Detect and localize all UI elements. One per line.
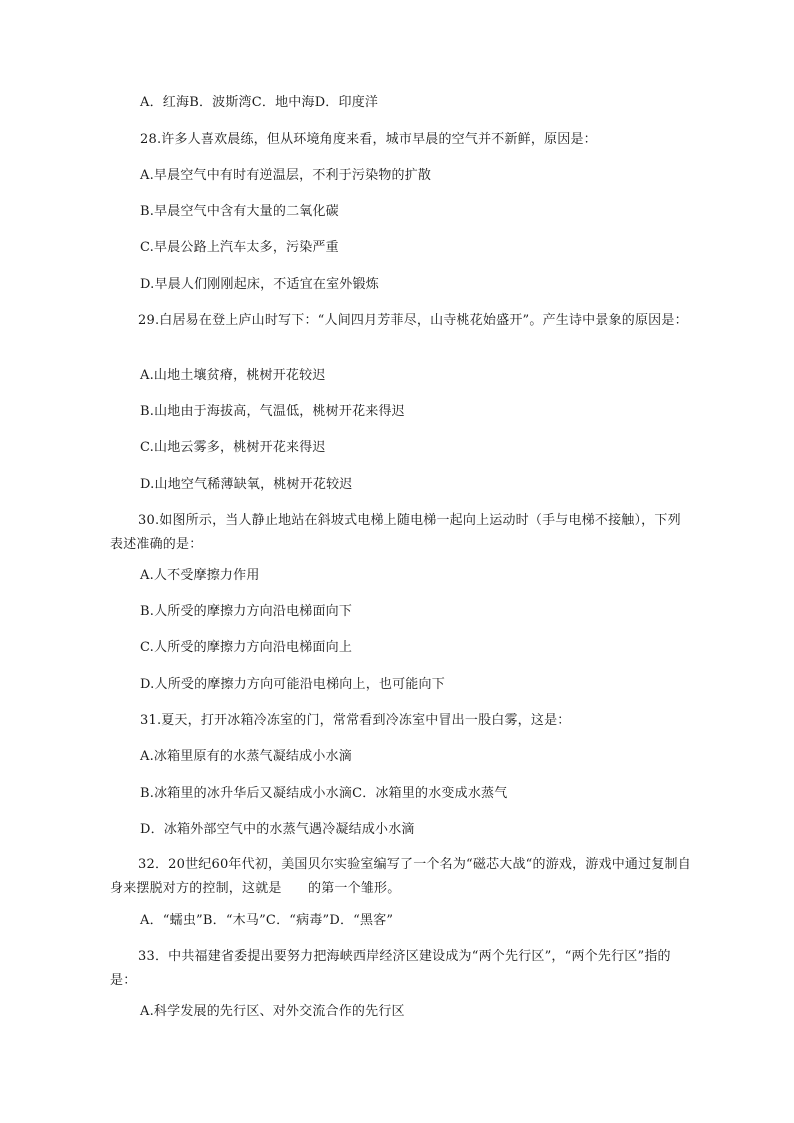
q31-option-a: A.冰箱里原有的水蒸气凝结成小水滴 — [140, 749, 352, 764]
q28-option-c: C.早晨公路上汽车太多，污染严重 — [140, 240, 339, 255]
q30-option-c: C.人所受的摩擦力方向沿电梯面向上 — [140, 640, 353, 655]
q29-option-c: C.山地云雾多，桃树开花来得迟 — [140, 440, 326, 455]
q28-question: 28.许多人喜欢晨练，但从环境角度来看，城市早晨的空气并不新鲜，原因是： — [140, 132, 597, 147]
q32-question: 32．20世纪60年代初，美国贝尔实验室编写了一个名为“磁芯大战“的游戏，游戏中通过复制自身来摆脱对方的控制，这就是 的第一个雏形。 — [110, 857, 691, 896]
q31-question: 31.夏天，打开冰箱冷冻室的门，常常看到冷冻室中冒出一股白雾，这是： — [140, 713, 571, 728]
q28-option-d: D.早晨人们刚刚起床，不适宜在室外锻炼 — [140, 277, 379, 292]
q32-options: A．“蠕虫”B．“木马”C．“病毒”D．“黑客” — [140, 913, 394, 928]
q29-question: 29.白居易在登上庐山时写下：“人间四月芳菲尽，山寺桃花始盛开”。产生诗中景象的原因是： — [138, 313, 688, 328]
q29-option-b: B.山地由于海拔高，气温低，桃树开花来得迟 — [140, 404, 405, 419]
q29-option-d: D.山地空气稀薄缺氧，桃树开花较迟 — [140, 477, 353, 492]
q28-option-b: B.早晨空气中含有大量的二氧化碳 — [140, 204, 339, 219]
q33-question: 33．中共福建省委提出要努力把海峡西岸经济区建设成为“两个先行区”，“两个先行区”指的是： — [110, 949, 671, 988]
q30-option-d: D.人所受的摩擦力方向可能沿电梯向上，也可能向下 — [140, 677, 445, 692]
q30-question: 30.如图所示，当人静止地站在斜坡式电梯上随电梯一起向上运动时（手与电梯不接触），下列表述准确的是： — [110, 513, 681, 552]
q27-options: A．红海B．波斯湾C．地中海D．印度洋 — [140, 95, 379, 110]
q30-option-a: A.人不受摩擦力作用 — [140, 568, 260, 583]
q30-option-b: B.人所受的摩擦力方向沿电梯面向下 — [140, 604, 353, 619]
q28-option-a: A.早晨空气中有时有逆温层，不利于污染物的扩散 — [140, 168, 432, 183]
q31-option-d: D．冰箱外部空气中的水蒸气遇冷凝结成小水滴 — [140, 822, 415, 837]
q29-option-a: A.山地土壤贫瘠，桃树开花较迟 — [140, 368, 326, 383]
q31-option-b-c: B.冰箱里的冰升华后又凝结成小水滴C．冰箱里的水变成水蒸气 — [140, 786, 508, 801]
q33-option-a: A.科学发展的先行区、对外交流合作的先行区 — [140, 1004, 405, 1019]
